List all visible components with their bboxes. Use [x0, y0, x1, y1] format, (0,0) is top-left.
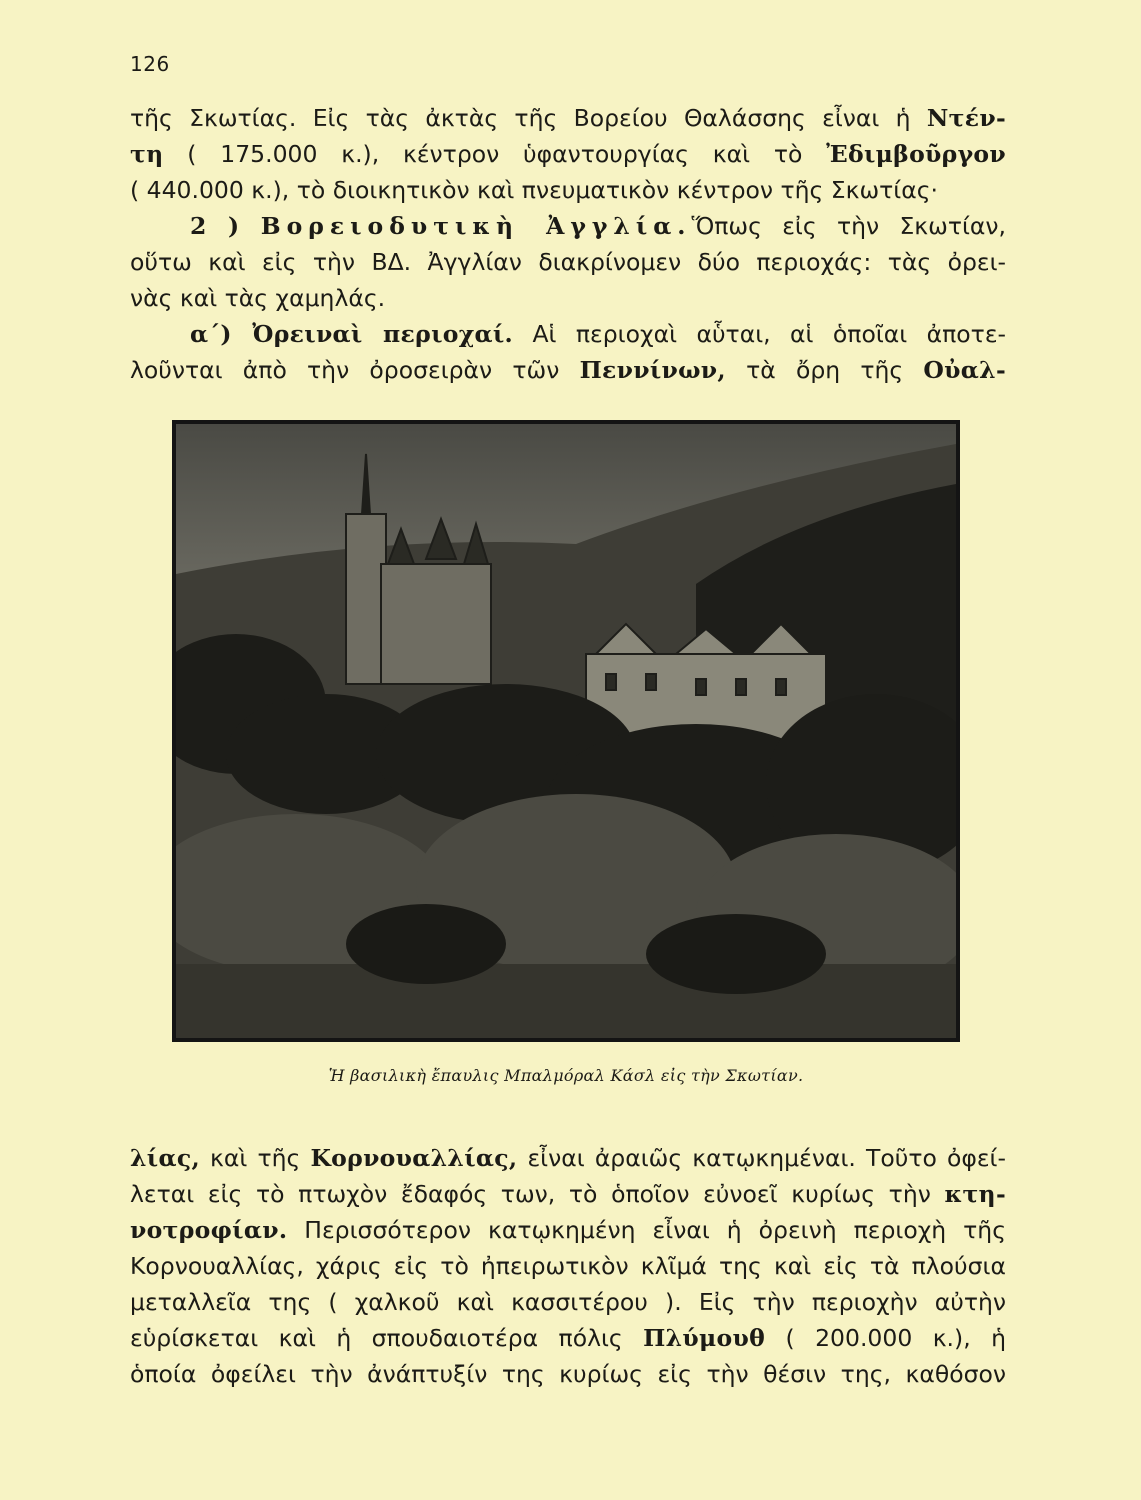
text-line: τη ( 175.000 κ.), κέντρον ὑφαντουργίας καὶ τὸ Ἐδιμβοῦργον	[130, 140, 1006, 168]
text-line: ( 440.000 κ.), τὸ διοικητικὸν καὶ πνευματικὸν κέντρον τῆς Σκωτίας·	[130, 176, 938, 204]
text-line: νοτροφίαν. Περισσότερον κατῳκημένη εἶναι ἡ ὀρεινὴ περιοχὴ τῆς	[130, 1216, 1006, 1244]
text-line: τῆς Σκωτίας. Εἰς τὰς ἀκτὰς τῆς Βορείου Θαλάσσης εἶναι ἡ Ντέν-	[130, 104, 1006, 132]
balmoral-castle-photo	[172, 420, 960, 1042]
text-line: νὰς καὶ τὰς χαμηλάς.	[130, 284, 386, 312]
text-line: οὕτω καὶ εἰς τὴν ΒΔ. Ἀγγλίαν διακρίνομεν δύο περιοχάς: τὰς ὀρει-	[130, 248, 1006, 276]
page-number: 126	[130, 52, 170, 76]
text-line: εὑρίσκεται καὶ ἡ σπουδαιοτέρα πόλις Πλύμουθ ( 200.000 κ.), ἡ	[130, 1324, 1006, 1352]
text-block-top	[130, 100, 1006, 388]
section-heading-mountain: α΄) Ὀρειναὶ περιοχαί. Αἱ περιοχαὶ αὗται, αἱ ὁποῖαι ἀποτε-	[190, 320, 1007, 348]
text-line: μεταλλεῖα της ( χαλκοῦ καὶ κασσιτέρου ). Εἰς τὴν περιοχὴν αὐτὴν	[130, 1288, 1006, 1316]
text-line: λίας, καὶ τῆς Κορνουαλλίας, εἶναι ἀραιῶς κατῳκημέναι. Τοῦτο ὀφεί-	[130, 1144, 1006, 1172]
text-line: Κορνουαλλίας, χάρις εἰς τὸ ἠπειρωτικὸν κλῖμά της καὶ εἰς τὰ πλούσια	[130, 1252, 1006, 1280]
text-line: λοῦνται ἀπὸ τὴν ὀροσειρὰν τῶν Πεννίνων, τὰ ὄρη τῆς Οὐαλ-	[130, 356, 1006, 384]
text-line: λεται εἰς τὸ πτωχὸν ἔδαφός των, τὸ ὁποῖον εὐνοεῖ κυρίως τὴν κτη-	[130, 1180, 1006, 1208]
photo-caption: Ἡ βασιλικὴ ἔπαυλις Μπαλμόραλ Κάσλ εἰς τὴν Σκωτίαν.	[328, 1066, 804, 1085]
section-heading-northwest: 2 ) Βορειοδυτικὴ Ἀγγλία.Ὅπως εἰς τὴν Σκωτίαν,	[190, 212, 1007, 240]
text-block-bottom	[130, 1140, 1006, 1392]
text-line: ὁποία ὀφείλει τὴν ἀνάπτυξίν της κυρίως εἰς τὴν θέσιν της, καθόσον	[130, 1360, 1006, 1388]
